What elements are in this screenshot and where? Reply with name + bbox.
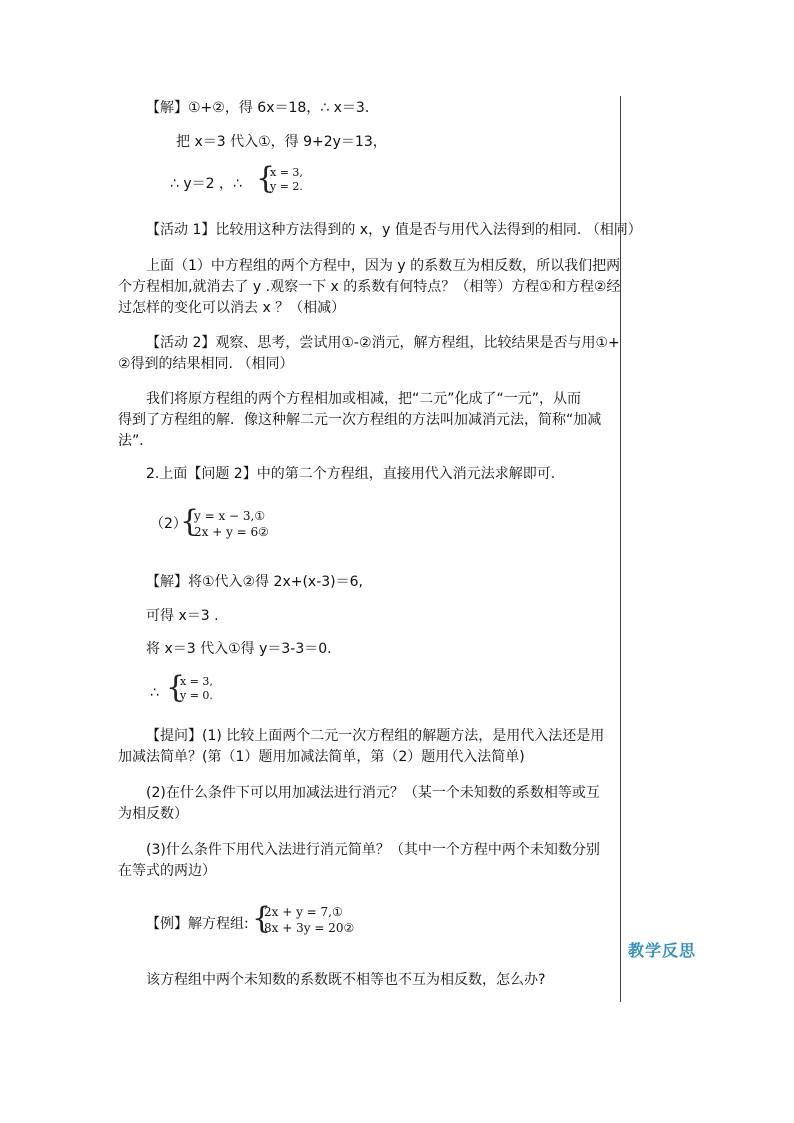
item2: 2.上面【问题 2】中的第二个方程组，直接用代入消元法求解即可.	[146, 466, 556, 482]
solve1-system	[270, 166, 303, 194]
para1-line1: 上面（1）中方程组的两个方程中，因为 y 的系数互为相反数，所以我们把两	[146, 258, 621, 274]
solve2-line2: 可得 x＝3 .	[146, 608, 219, 624]
example-label: 【例】解方程组:	[146, 916, 249, 932]
solve2-line1: 【解】将①代入②得 2x+(x-3)＝6,	[146, 574, 363, 590]
brace-icon: {	[256, 161, 276, 196]
system2	[194, 508, 269, 540]
activity2-line2: ②得到的结果相同. （相同）	[118, 356, 294, 372]
para1-line2: 个方程相加,就消去了 y .观察一下 x 的系数有何特点？（相等）方程①和方程②经	[118, 279, 621, 295]
system2-eq1: y = x − 3,①	[194, 509, 266, 523]
question3-line2: 在等式的两边）	[118, 863, 216, 879]
solve2-line3: 将 x＝3 代入①得 y＝3-3＝0.	[146, 641, 332, 657]
solve1-line3: ∴ y＝2 ，∴	[170, 176, 242, 192]
question2-line2: 为相反数）	[118, 806, 188, 822]
example-eq2: 8x + 3y = 20②	[264, 921, 355, 935]
example-system	[264, 904, 354, 936]
last-line: 该方程组中两个未知数的系数既不相等也不互为相反数，怎么办?	[146, 972, 546, 988]
system2-label: （2）	[150, 516, 187, 532]
question2-line1: (2)在什么条件下可以用加减法进行消元？（某一个未知数的系数相等或互	[146, 785, 600, 801]
solve1-line2: 把 x＝3 代入①，得 9+2y＝13，	[176, 134, 387, 150]
brace-icon: {	[252, 901, 272, 936]
therefore-symbol: ∴	[150, 685, 159, 701]
para2-line1: 我们将原方程组的两个方程相加或相减，把“二元”化成了“一元”，从而	[146, 391, 582, 407]
para1-line3: 过怎样的变化可以消去 x ？（相减）	[118, 300, 346, 316]
solve1-eq-y: y = 2.	[270, 180, 303, 193]
brace-icon: {	[180, 504, 200, 539]
example-eq1: 2x + y = 7,①	[264, 905, 343, 919]
activity2-line1: 【活动 2】观察、思考，尝试用①-②消元，解方程组，比较结果是否与用①+	[146, 335, 620, 351]
question1-line1: 【提问】(1) 比较上面两个二元一次方程组的解题方法，是用代入法还是用	[146, 728, 605, 744]
brace-icon: {	[166, 670, 186, 705]
system2-eq2: 2x + y = 6②	[194, 525, 269, 539]
question3-line1: (3)什么条件下用代入法进行消元简单？（其中一个方程中两个未知数分别	[146, 842, 600, 858]
activity1: 【活动 1】比较用这种方法得到的 x，y 值是否与用代入法得到的相同. （相同）	[146, 222, 642, 238]
solve2-eq-x: x = 3,	[180, 675, 213, 688]
para2-line3: 法”．	[118, 433, 154, 449]
para2-line2: 得到了方程组的解．像这种解二元一次方程组的方法叫加减消元法，简称“加减	[118, 412, 602, 428]
solve2-system	[180, 675, 213, 703]
sidebar-title: 教学反思	[628, 941, 697, 960]
solve1-eq-x: x = 3,	[270, 166, 303, 179]
question1-line2: 加减法简单？(第（1）题用加减法简单，第（2）题用代入法简单)	[118, 749, 525, 765]
solve1-line1: 【解】①+②，得 6x＝18，∴ x＝3.	[146, 100, 370, 116]
solve2-eq-y: y = 0.	[180, 689, 213, 702]
